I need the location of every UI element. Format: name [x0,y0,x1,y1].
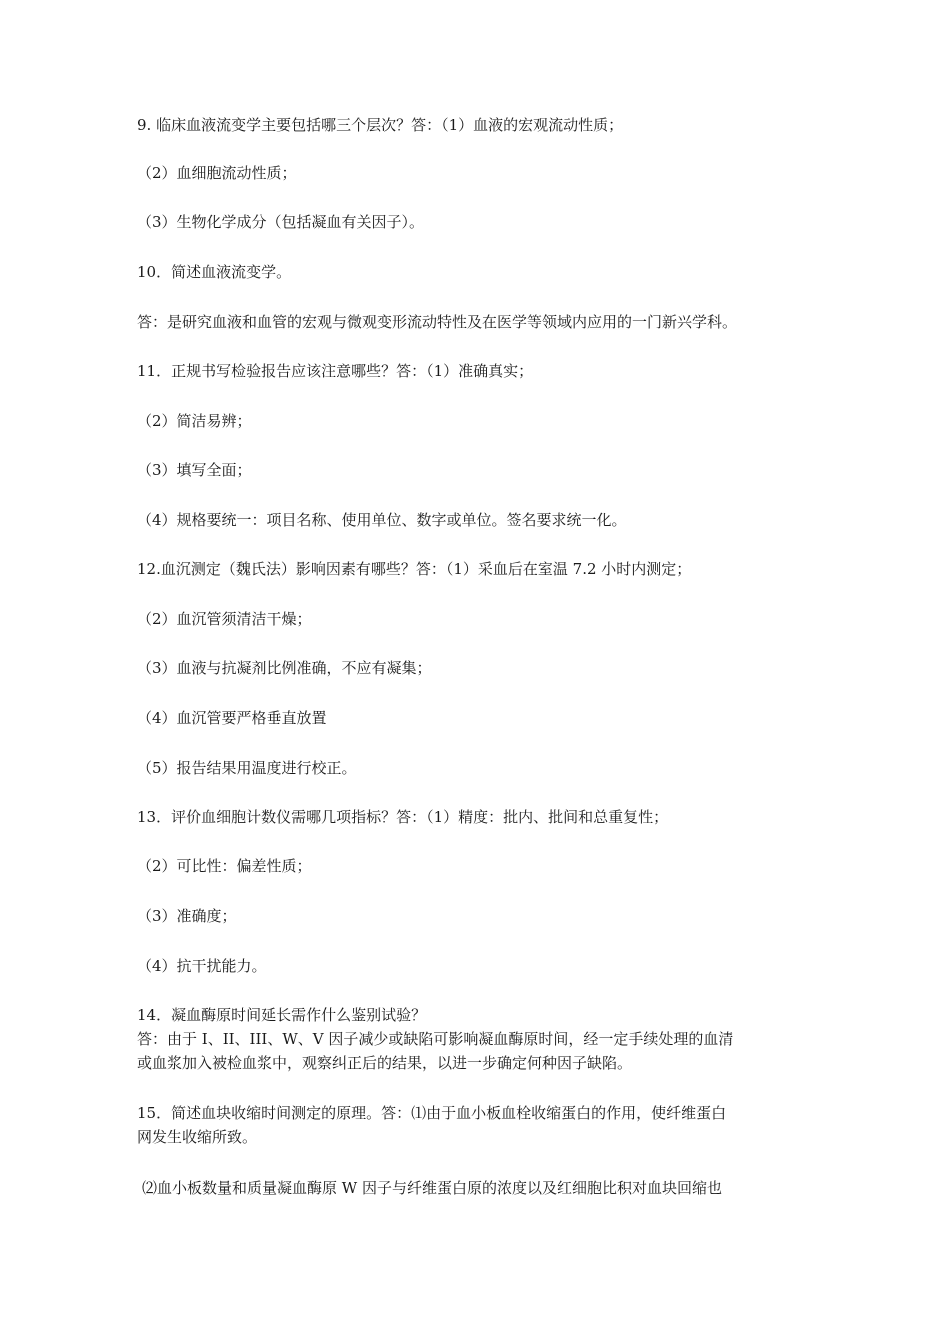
q12-line: 12.血沉测定（魏氏法）影响因素有哪些？答：（1）采血后在室温 7.2 小时内测定； [137,560,692,578]
q11-answer-4: （4）规格要统一：项目名称、使用单位、数字或单位。签名要求统一化。 [137,511,627,529]
q9-answer-2: （2）血细胞流动性质； [137,164,297,182]
q12-answer-4: （4）血沉管要严格垂直放置 [137,709,327,727]
q13-answer-4: （4）抗干扰能力。 [137,957,267,975]
q14-answer-2: 或血浆加入被检血浆中，观察纠正后的结果，以进一步确定何种因子缺陷。 [137,1054,633,1072]
q11-answer-2: （2）简洁易辨； [137,412,252,430]
q11-answer-3: （3）填写全面； [137,461,252,479]
q12-answer-2: （2）血沉管须清洁干燥； [137,610,312,628]
q11-line: 11．正规书写检验报告应该注意哪些？答：（1）准确真实； [137,362,534,380]
q15-line: 15．简述血块收缩时间测定的原理。答：⑴由于血小板血栓收缩蛋白的作用，使纤维蛋白 [137,1104,727,1122]
q12-answer-5: （5）报告结果用温度进行校正。 [137,759,357,777]
q14-line: 14．凝血酶原时间延长需作什么鉴别试验？ [137,1006,427,1024]
q13-answer-3: （3）准确度； [137,907,237,925]
q10-answer: 答：是研究血液和血管的宏观与微观变形流动特性及在医学等领域内应用的一门新兴学科。 [137,313,738,331]
q15-answer-2: ⑵血小板数量和质量凝血酶原 W 因子与纤维蛋白原的浓度以及红细胞比积对血块回缩也 [142,1179,722,1197]
q9-line: 9. 临床血液流变学主要包括哪三个层次？答：（1）血液的宏观流动性质； [137,116,624,134]
q10-line: 10．简述血液流变学。 [137,263,292,281]
q9-answer-3: （3）生物化学成分（包括凝血有关因子）。 [137,213,425,231]
q13-line: 13．评价血细胞计数仪需哪几项指标？答：（1）精度：批内、批间和总重复性； [137,808,669,826]
q15-line-cont: 网发生收缩所致。 [137,1128,258,1146]
q14-answer-1: 答：由于 I、II、III、W、V 因子减少或缺陷可影响凝血酶原时间，经一定手续处理的血清 [137,1030,734,1048]
q12-answer-3: （3）血液与抗凝剂比例准确，不应有凝集； [137,659,432,677]
q13-answer-2: （2）可比性：偏差性质； [137,857,312,875]
